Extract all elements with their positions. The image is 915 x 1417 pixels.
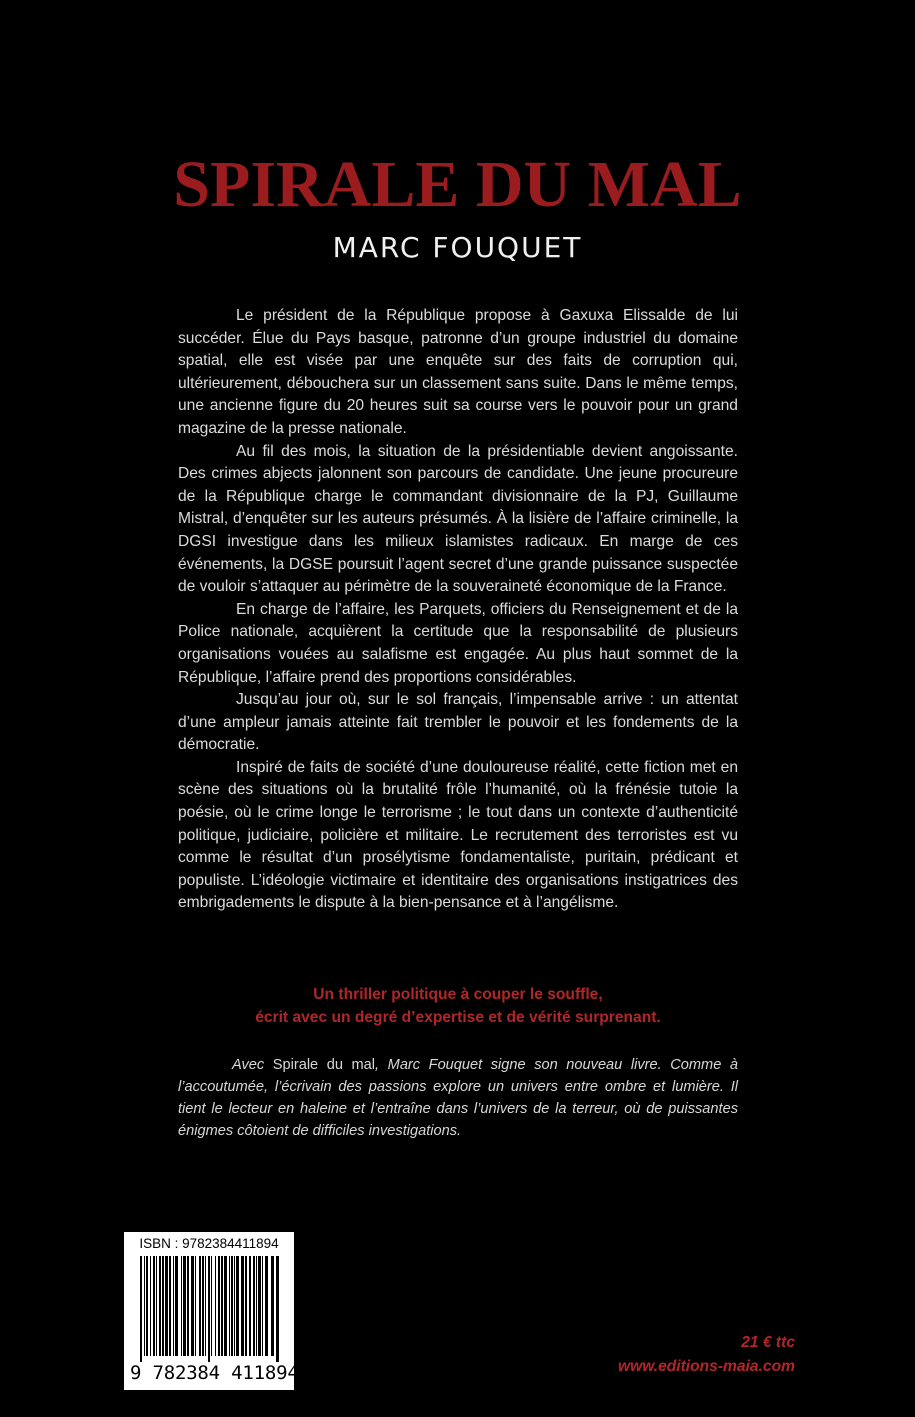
- synopsis-paragraph: Le président de la République propose à Gaxuxa Elissalde de lui succéder. Élue du Pays basque, patronne d’un groupe industriel du domaine spatial, elle est visée par une enquête sur des faits de corruption qui, ultérieurement, débouchera sur un classement sans suite. Dans le même temps, une ancienne figure du 20 heures suit sa course vers le pouvoir pour un grand magazine de la presse nationale.: [178, 307, 738, 437]
- synopsis: [178, 305, 738, 915]
- barcode-bar: [229, 1256, 230, 1356]
- barcode-bar: [150, 1256, 151, 1356]
- barcode-bar: [165, 1256, 168, 1356]
- barcode-image: [130, 1256, 288, 1364]
- barcode-bar: [162, 1256, 164, 1356]
- tagline: [178, 983, 738, 1029]
- barcode-bar: [231, 1256, 233, 1356]
- barcode-bar: [215, 1256, 216, 1356]
- barcode-bar: [187, 1256, 189, 1356]
- barcode-bar: [205, 1256, 206, 1356]
- about-text: , Marc Fouquet signe son nouveau livre. Comme à l’accoutumée, l’écrivain des passions explore un univers entre ombre et lumière. Il tient le lecteur en haleine et l’entraîne dans l’univers de la terreur, où de puissantes énigmes côtoient de difficiles investigations.: [178, 1057, 738, 1139]
- barcode-bar: [218, 1256, 220, 1356]
- author-name: MARC FOUQUET: [332, 231, 583, 264]
- barcode-bar: [211, 1256, 212, 1356]
- barcode-bar: [140, 1256, 142, 1362]
- synopsis-paragraph: En charge de l’affaire, les Parquets, officiers du Renseignement et de la Police nationale, acquièrent la certitude que la responsabilité de plusieurs organisations vouées au salafisme est engagée. Au plus haut sommet de la République, l’affaire prend des proportions considérables.: [178, 600, 738, 686]
- barcode-bar: [249, 1256, 251, 1356]
- barcode-bar: [265, 1256, 268, 1356]
- tagline-line: Un thriller politique à couper le souffle,: [313, 986, 603, 1003]
- synopsis-paragraph: Au fil des mois, la situation de la présidentiable devient angoissante. Des crimes abjects jalonnent son parcours de candidate. Une jeune procureure de la République charge le commandant divisionnaire de la PJ, Guillaume Mistral, d’enquêter sur les auteurs présumés. À la lisière de l’affaire criminelle, la DGSI investigue dans les milieux islamistes radicaux. En marge de ces événements, la DGSE poursuit l’agent secret d’une grande puissance suspectée de vouloir s’attaquer au périmètre de la souveraineté économique de la France.: [178, 442, 738, 596]
- price: 21 € ttc: [741, 1334, 795, 1351]
- barcode-bar: [224, 1256, 227, 1356]
- synopsis-paragraph: Inspiré de faits de société d’une douloureuse réalité, cette fiction met en scène des situations où la brutalité frôle l’humanité, où la frénésie tutoie la poésie, où le crime longe le terrorisme ; le tout dans un contexte d’authenticité politique, judiciaire, policière et militaire. Le recrutement des terroristes est vu comme le résultat d’un prosélytisme fondamentaliste, puritain, prédicant et populiste. L’idéologie victimaire et identitaire des organisations instigatrices des embrigadements le dispute à la bien-pensance et à l’angélisme.: [178, 758, 738, 912]
- barcode-bar: [236, 1256, 239, 1356]
- barcode-bar: [191, 1256, 194, 1356]
- barcode-bar: [153, 1256, 155, 1356]
- synopsis-paragraph: Jusqu’au jour où, sur le sol français, l’impensable arrive : un attentat d’une ampleur jamais atteinte fait trembler le pouvoir et les fondements de la démocratie.: [178, 691, 738, 754]
- barcode-bar: [234, 1256, 235, 1356]
- barcode-bar: [262, 1256, 263, 1356]
- barcode-bar: [256, 1256, 257, 1356]
- barcode-bar: [199, 1256, 201, 1356]
- about-author: [178, 1054, 738, 1142]
- barcode-bar: [241, 1256, 244, 1356]
- barcode-bar: [156, 1256, 157, 1356]
- barcode-bar: [258, 1256, 261, 1356]
- barcode-bar: [146, 1256, 148, 1356]
- barcode-bar: [175, 1256, 178, 1356]
- website-link[interactable]: www.editions-maia.com: [617, 1358, 795, 1375]
- barcode-bar: [159, 1256, 161, 1356]
- barcode-bar: [253, 1256, 255, 1356]
- barcode-bar: [183, 1256, 186, 1356]
- barcode-bar: [245, 1256, 247, 1356]
- barcode-bar: [144, 1256, 145, 1356]
- barcode-bar: [202, 1256, 204, 1356]
- about-text: Avec: [232, 1057, 273, 1073]
- barcode-box: [124, 1232, 299, 1390]
- about-book-title: Spirale du mal: [272, 1057, 376, 1073]
- barcode-bar: [195, 1256, 196, 1356]
- barcode-bar: [221, 1256, 223, 1356]
- isbn-label: ISBN : 9782384411894: [139, 1236, 279, 1251]
- barcode-bar: [271, 1256, 274, 1356]
- barcode-bar: [208, 1256, 210, 1362]
- barcode-bar: [181, 1256, 182, 1356]
- tagline-line: écrit avec un degré d’expertise et de vérité surprenant.: [255, 1009, 661, 1026]
- book-title: SPIRALE DU MAL: [173, 148, 742, 221]
- barcode-digits: 9 782384 411894: [130, 1362, 299, 1384]
- barcode-bar: [276, 1256, 279, 1362]
- barcode-bar: [169, 1256, 171, 1356]
- barcode-bar: [173, 1256, 174, 1356]
